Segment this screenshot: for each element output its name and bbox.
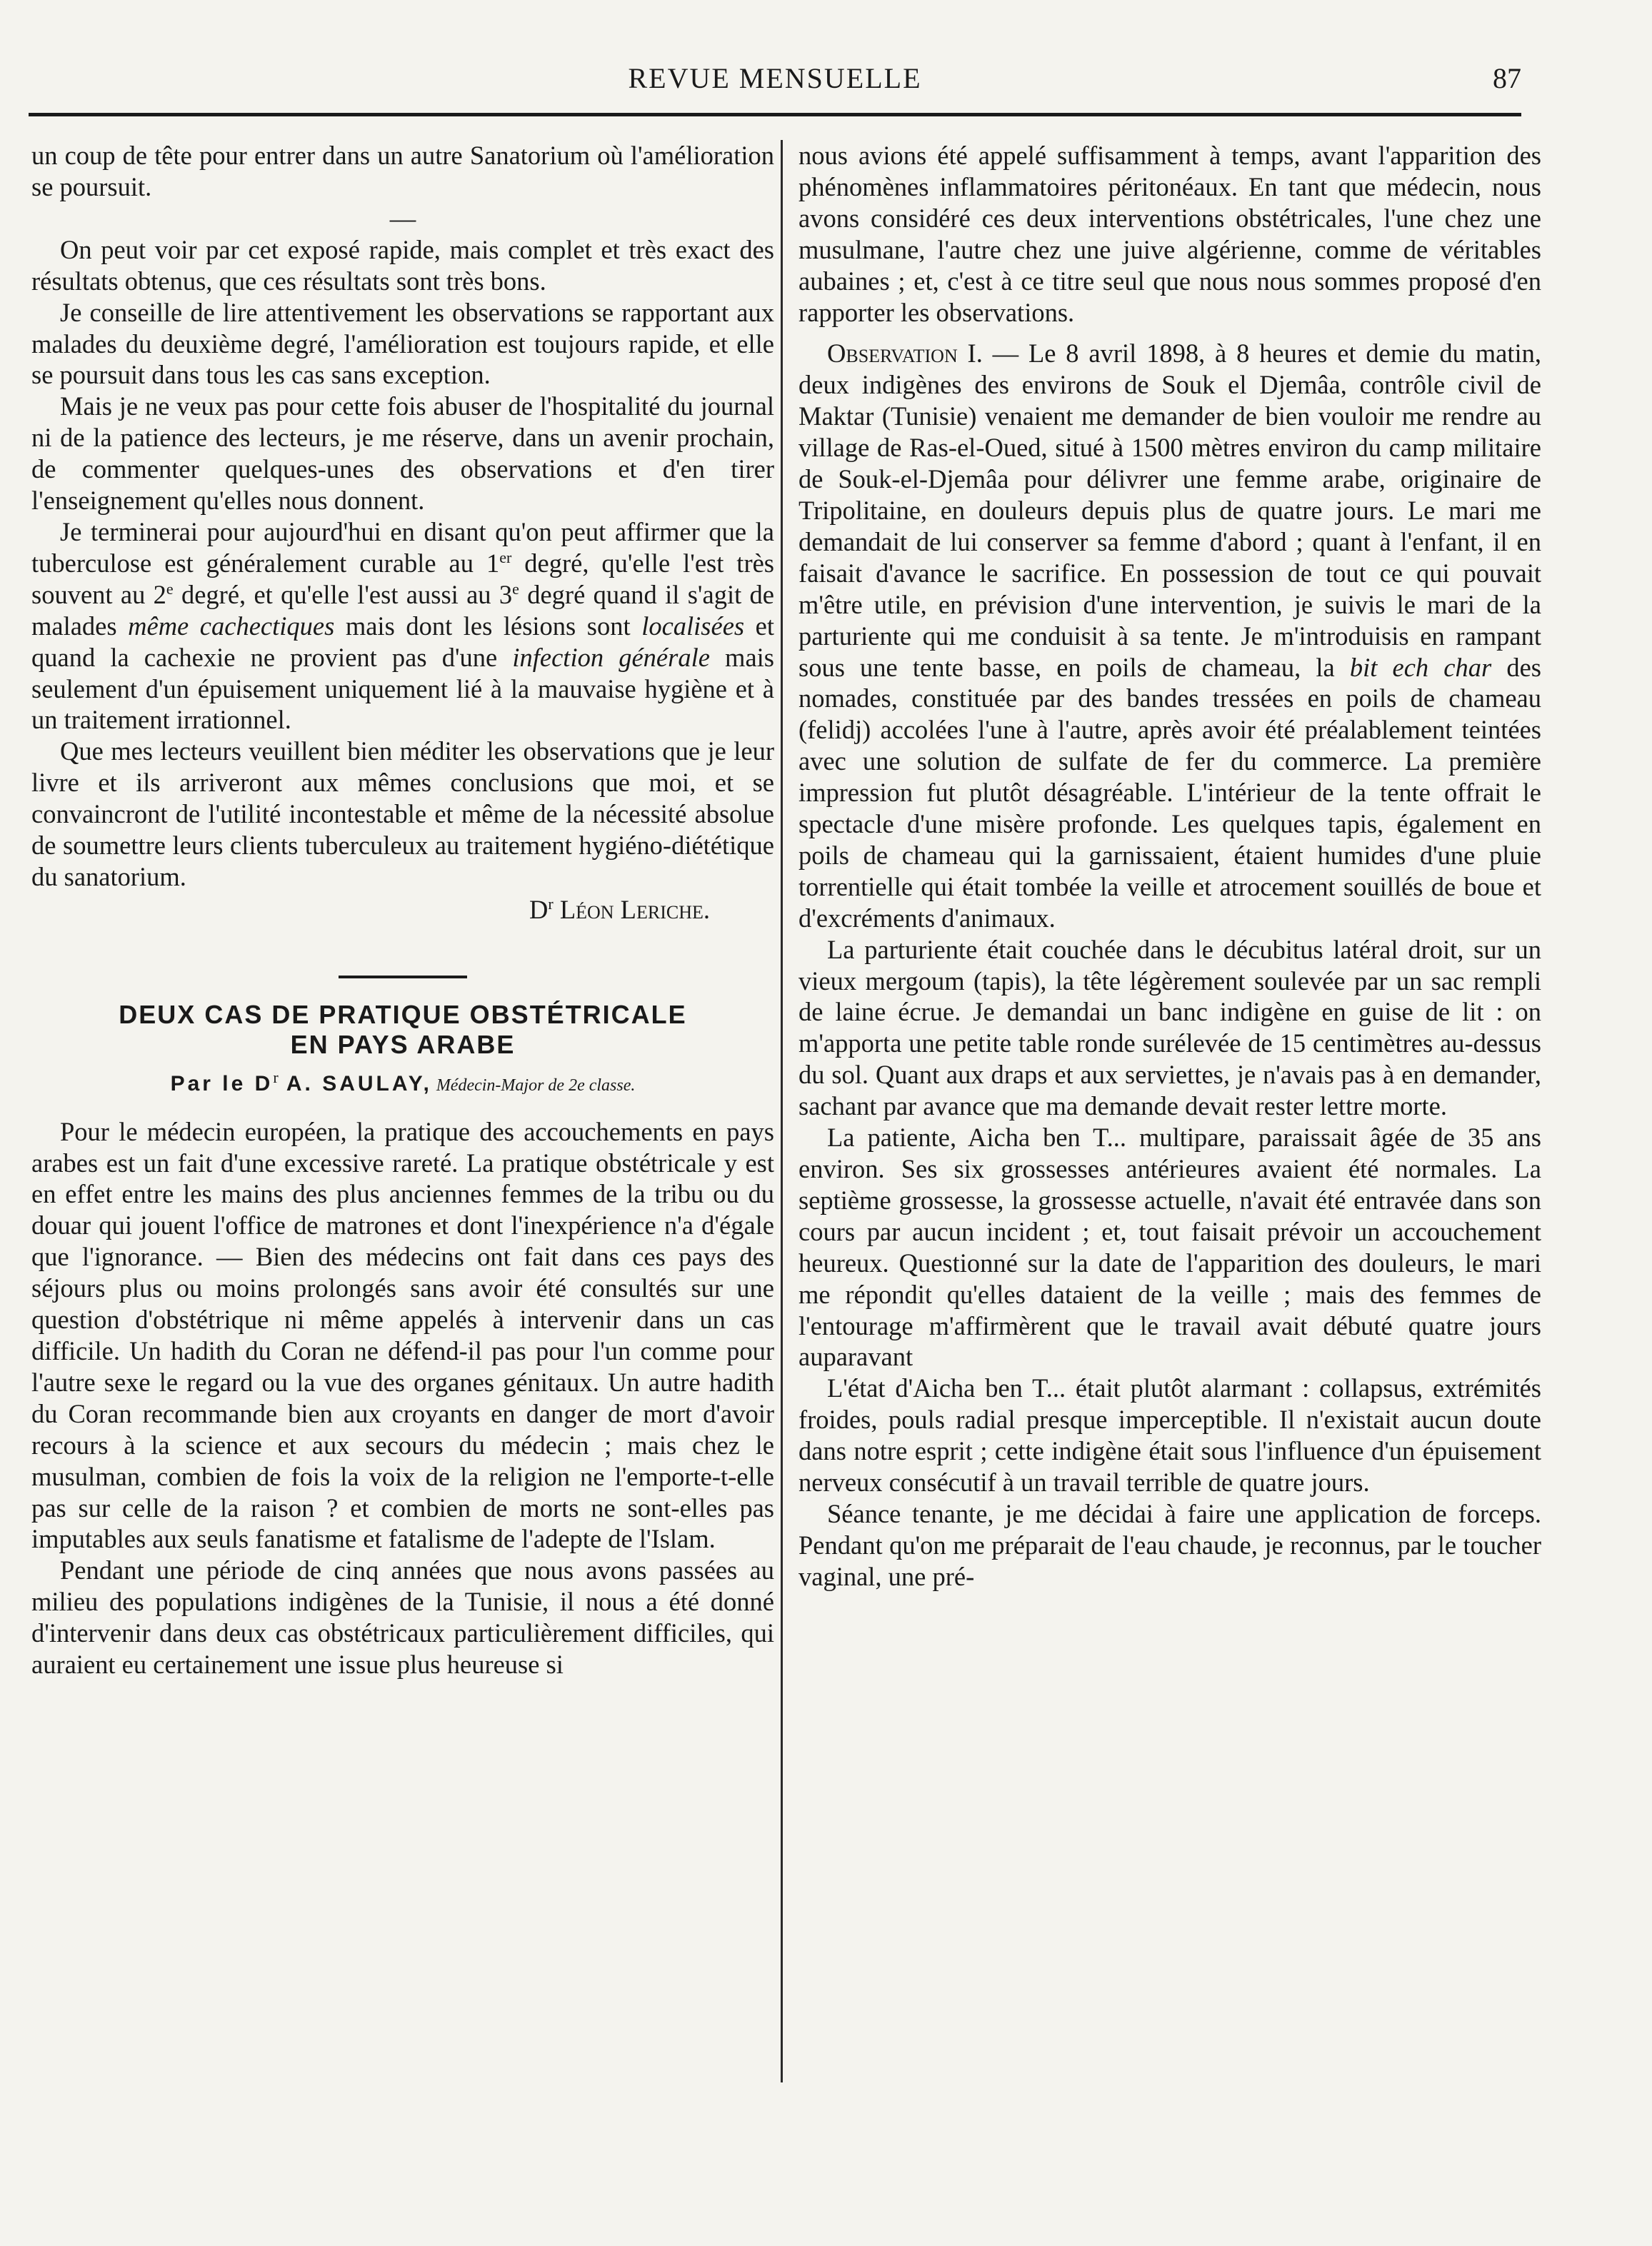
text-run: — Le 8 avril 1898, à 8 heures et demie du matin, deux indigènes des environs de Souk el Djemâa, contrôle civil de Maktar (Tunisie) venaient me demander de bien vouloir me rendre au village de Ras-el-Oued, situé à 1500 mètres environ du camp militaire de Souk-el-Djemâa pour délivrer une femme arabe, originaire de Tripolitaine, en douleurs depuis plus de quatre jours. Le mari me demandait de lui conserver sa femme d'abord ; quant à l'enfant, il en faisait d'avance le sacrifice. En possession de tout ce qui pouvait m'être utile, en prévision d'une intervention, je suivis le mari de la parturiente qui me conduisit à sa tente. Je m'introduisis en rampant sous une tente basse, en poils de chameau, la bbox=[799, 339, 1541, 682]
page-number: 87 bbox=[1493, 62, 1521, 94]
superscript: r bbox=[273, 1068, 279, 1086]
paragraph: Mais je ne veux pas pour cette fois abuser de l'hospitalité du journal ni de la patience des lecteurs, je me réserve, dans un avenir prochain, de commenter quelques-unes des observations et d'en tirer l'enseignement qu'elles nous donnent. bbox=[31, 391, 774, 516]
paragraph: La parturiente était couchée dans le décubitus latéral droit, sur un vieux mergoum (tapis), la tête légèrement soulevée par un sac rempli de laine écrue. Je demandai un banc indigène en guise de lit : on m'apporta une petite table ronde surélevée de 15 centimètres au-dessus du sol. Quant aux draps et aux serviettes, je n'avais pas à en demander, sachant par avance que ma demande devait rester lettre morte. bbox=[799, 934, 1541, 1121]
byline bbox=[31, 1068, 774, 1102]
section-rule bbox=[339, 976, 467, 978]
column-divider bbox=[781, 140, 783, 2082]
signature-prefix: D bbox=[529, 894, 549, 924]
italic-run: infection générale bbox=[512, 642, 710, 672]
text-run: Je terminerai pour aujourd'hui en disant qu'on peut affirmer que la tuberculose est généralement curable au 1 bbox=[31, 516, 774, 578]
paragraph: L'état d'Aicha ben T... était plutôt alarmant : collapsus, extrémités froides, pouls radial presque imperceptible. Il n'existait aucun doute dans notre esprit ; cette indigène était sous l'influence d'un épuisement nerveux consécutif à un travail terrible de quatre jours. bbox=[799, 1373, 1541, 1498]
article-title-line: DEUX CAS DE PRATIQUE OBSTÉTRICALE bbox=[119, 999, 687, 1029]
paragraph bbox=[799, 338, 1541, 933]
header-rule bbox=[29, 113, 1521, 116]
paragraph: On peut voir par cet exposé rapide, mais complet et très exact des résultats obtenus, que ces résultats sont très bons. bbox=[31, 234, 774, 296]
text-run: mais seulement d'un épuisement uniquement lié à la mauvaise hygiène et à un traitement irrationnel. bbox=[31, 642, 774, 735]
paragraph: Pendant une période de cinq années que nous avons passées au milieu des populations indigènes de la Tunisie, il nous a été donné d'intervenir dans deux cas obstétricaux particulièrement difficiles, qui auraient eu certainement une issue plus heureuse si bbox=[31, 1555, 774, 1680]
paragraph: nous avions été appelé suffisamment à temps, avant l'apparition des phénomènes inflammatoires péritonéaux. En tant que médecin, nous avons considéré ces deux interventions obstétricales, l'une chez une musulmane, l'autre chez une juive algérienne, comme de véritables aubaines ; et, c'est à ce titre seul que nous nous sommes proposé d'en rapporter les observations. bbox=[799, 141, 1541, 327]
article-title bbox=[31, 1000, 774, 1060]
text-run: des nomades, constituée par des bandes tressées en poils de chameau (felidj) accolées l'une à l'autre, après avoir été préalablement teintées avec une solution de sulfate de fer du commerce. La première impression fut plutôt désagréable. L'intérieur de la tente offrait le spectacle d'une misère profonde. Les quelques tapis, également en poils de chameau qui la garnissaient, étaient humides d'une pluie torrentielle qui était tombée la veille et atrocement souillés de boue et d'excréments d'animaux. bbox=[799, 652, 1541, 933]
author-name: Léon Leriche. bbox=[553, 894, 710, 924]
italic-run: localisées bbox=[641, 611, 745, 641]
paragraph: Séance tenante, je me décidai à faire une application de forceps. Pendant qu'on me préparait de l'eau chaude, je reconnus, par le toucher vaginal, une pré- bbox=[799, 1498, 1541, 1591]
text-run: et quand la cachexie ne provient pas d'une bbox=[31, 611, 775, 672]
paragraph: La patiente, Aicha ben T... multipare, paraissait âgée de 35 ans environ. Ses six grossesses antérieures avaient été normales. La septième grossesse, la grossesse actuelle, n'avait été entravée dans son cours par aucun incident ; et, tout faisait prévoir un accouchement heureux. Questionné sur la date de l'apparition des douleurs, le mari me répondit qu'elles dataient de la veille ; mais des femmes de l'entourage m'affirmèrent que le travail avait débuté quatre jours auparavant bbox=[799, 1123, 1541, 1372]
superscript: e bbox=[166, 579, 174, 598]
text-run: degré, qu'elle l'est très souvent au 2 bbox=[31, 548, 775, 609]
paragraph: Je conseille de lire attentivement les observations se rapportant aux malades du deuxième degré, l'amélioration est toujours rapide, et elle se poursuit dans tous les cas sans exception. bbox=[31, 297, 774, 390]
superscript: er bbox=[499, 548, 512, 566]
text-run: mais dont les lésions sont bbox=[334, 611, 642, 641]
right-column bbox=[799, 140, 1541, 1593]
dash-separator: — bbox=[389, 203, 416, 233]
byline-rank: Médecin-Major de 2e classe. bbox=[431, 1076, 636, 1095]
superscript: r bbox=[548, 894, 554, 913]
paragraph: Pour le médecin européen, la pratique des accouchements en pays arabes est un fait d'une excessive rareté. La pratique obstétricale y est en effet entre les mains des plus anciennes femmes de la tribu ou du douar qui jouent l'office de matrones et dont l'inexpérience n'a d'égale que l'ignorance. — Bien des médecins ont fait dans ces pays des séjours plus ou moins prolongés sans avoir été consultés sur une question d'obstétrique ni même appelés à intervenir dans un cas difficile. Un hadith du Coran ne défend-il pas pour l'un comme pour l'autre sexe le regard ou la vue des organes génitaux. Un autre hadith du Coran recommande bien aux croyants en danger de mort d'avoir recours à la science et aux secours du médecin ; mais chez le musulman, combien de fois la voix de la religion ne l'emporte-t-elle pas sur celle de la raison ? et combien de morts ne sont-elles pas imputables aux seuls fanatisme et fatalisme de l'adepte de l'Islam. bbox=[31, 1116, 774, 1554]
running-head bbox=[29, 61, 1521, 104]
paragraph bbox=[31, 516, 774, 736]
text-run: degré quand il s'agit de malades bbox=[31, 579, 774, 641]
observation-heading: Observation I. bbox=[827, 339, 983, 369]
article-title-line: EN PAYS ARABE bbox=[290, 1029, 516, 1059]
byline-author: A. SAULAY, bbox=[278, 1071, 432, 1096]
italic-run: même cachectiques bbox=[128, 611, 335, 641]
journal-title: REVUE MENSUELLE bbox=[628, 62, 922, 94]
byline-by: Par le D bbox=[170, 1071, 274, 1096]
left-column bbox=[31, 140, 774, 1680]
text-run: degré, et qu'elle l'est aussi au 3 bbox=[173, 579, 513, 609]
paragraph: un coup de tête pour entrer dans un autre Sanatorium où l'amélioration se poursuit. bbox=[31, 141, 774, 201]
superscript: e bbox=[512, 579, 519, 598]
italic-run: bit ech char bbox=[1349, 652, 1492, 682]
signature bbox=[31, 894, 774, 926]
paragraph: Que mes lecteurs veuillent bien méditer les observations que je leur livre et ils arriveront aux mêmes conclusions que moi, et se convaincront de l'utilité incontestable et même de la nécessité absolue de soumettre leurs clients tuberculeux au traitement hygiéno-diététique du sanatorium. bbox=[31, 736, 774, 891]
